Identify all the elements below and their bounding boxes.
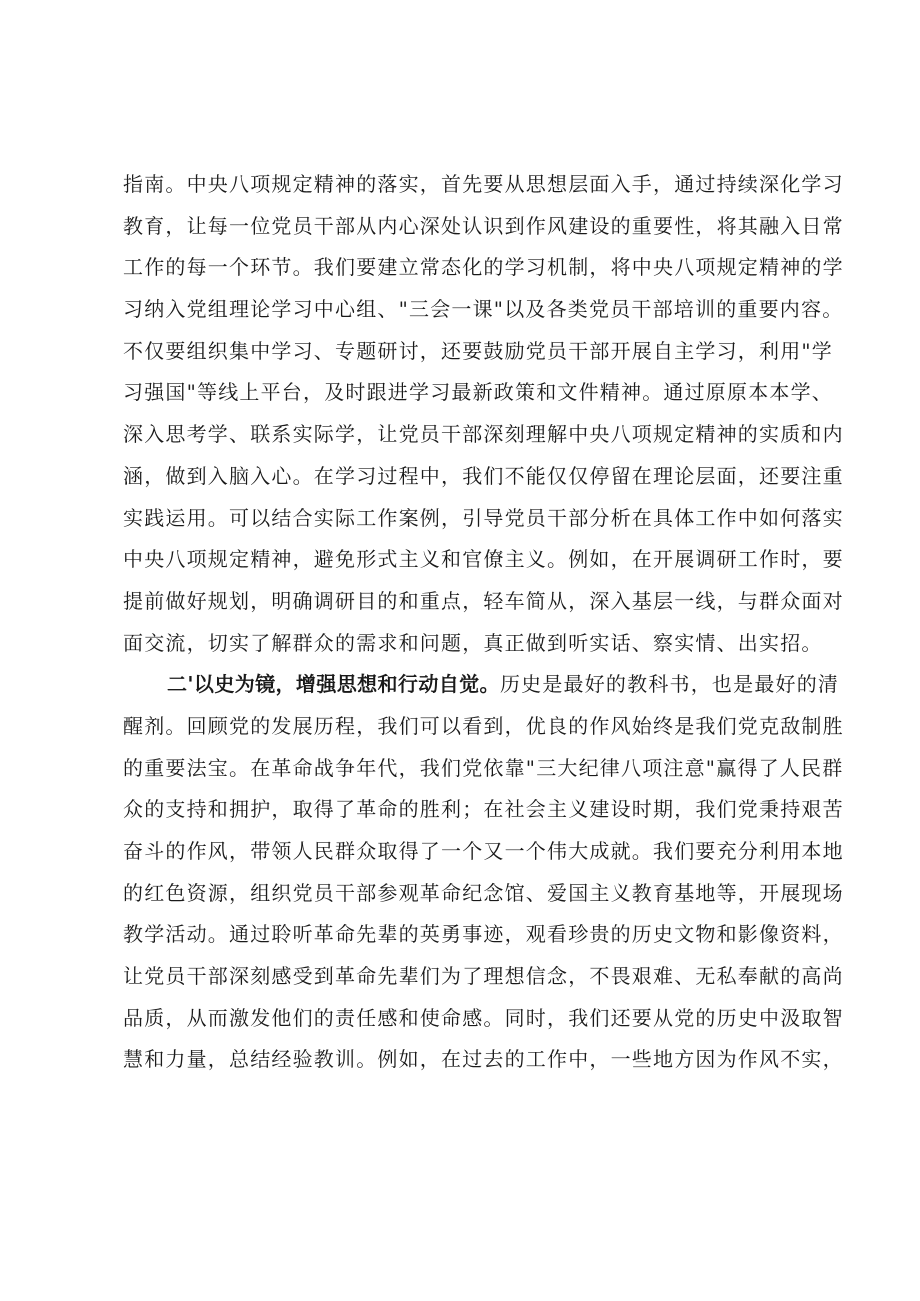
text-line: 涵，做到入脑入心。在学习过程中，我们不能仅仅停留在理论层面，还要注重 (123, 463, 844, 488)
text-line: 醒剂。回顾党的发展历程，我们可以看到，优良的作风始终是我们党克敌制胜 (123, 713, 844, 738)
paragraph-1 (123, 164, 844, 664)
text-line: 教育，让每一位党员干部从内心深处认识到作风建设的重要性，将其融入日常 (123, 213, 844, 238)
section-heading: 二'以史为镜，增强思想和行动自觉。 (167, 672, 500, 697)
text-line: 让党员干部深刻感受到革命先辈们为了理想信念，不畏艰难、无私奉献的高尚 (123, 964, 844, 989)
text-line: 的红色资源，组织党员干部参观革命纪念馆、爱国主义教育基地等，开展现场 (123, 880, 844, 905)
text-line: 品质，从而激发他们的责任感和使命感。同时，我们还要从党的历史中汲取智 (123, 1005, 844, 1030)
text-line: 习纳入党组理论学习中心组、"三会一课"以及各类党员干部培训的重要内容。 (123, 297, 844, 322)
document-body (123, 164, 844, 1081)
text-line: 慧和力量，总结经验教训。例如，在过去的工作中，一些地方因为作风不实， (123, 1047, 844, 1072)
text-line: 的重要法宝。在革命战争年代，我们党依靠"三大纪律八项注意"赢得了人民群 (123, 755, 844, 780)
text-line: 实践运用。可以结合实际工作案例，引导党员干部分析在具体工作中如何落实 (123, 505, 844, 530)
text-line: 不仅要组织集中学习、专题研讨，还要鼓励党员干部开展自主学习，利用"学 (123, 338, 833, 363)
text-line: 奋斗的作风，带领人民群众取得了一个又一个伟大成就。我们要充分利用本地 (123, 839, 844, 863)
paragraph-2 (123, 664, 844, 1081)
text-line: 深入思考学、联系实际学，让党员干部深刻理解中央八项规定精神的实质和内 (123, 422, 844, 447)
text-line (123, 664, 840, 706)
text-run: 历史是最好的教科书，也是最好的清 (499, 672, 840, 697)
text-line: 工作的每一个环节。我们要建立常态化的学习机制，将中央八项规定精神的学 (123, 255, 844, 280)
text-line: 中央八项规定精神，避免形式主义和官僚主义。例如，在开展调研工作时，要 (123, 547, 844, 572)
text-line: 指南。中央八项规定精神的落实，首先要从思想层面入手，通过持续深化学习 (123, 172, 844, 196)
text-line: 众的支持和拥护，取得了革命的胜利；在社会主义建设时期，我们党秉持艰苦 (123, 797, 844, 822)
text-line: 习强国"等线上平台，及时跟进学习最新政策和文件精神。通过原原本本学、 (123, 380, 833, 405)
text-line: 教学活动。通过聆听革命先辈的英勇事迹，观看珍贵的历史文物和影像资料， (123, 922, 844, 947)
text-line: 面交流，切实了解群众的需求和问题，真正做到听实话、察实情、出实招。 (123, 630, 823, 655)
text-line: 提前做好规划，明确调研目的和重点，轻车简从，深入基层一线，与群众面对 (123, 588, 844, 613)
